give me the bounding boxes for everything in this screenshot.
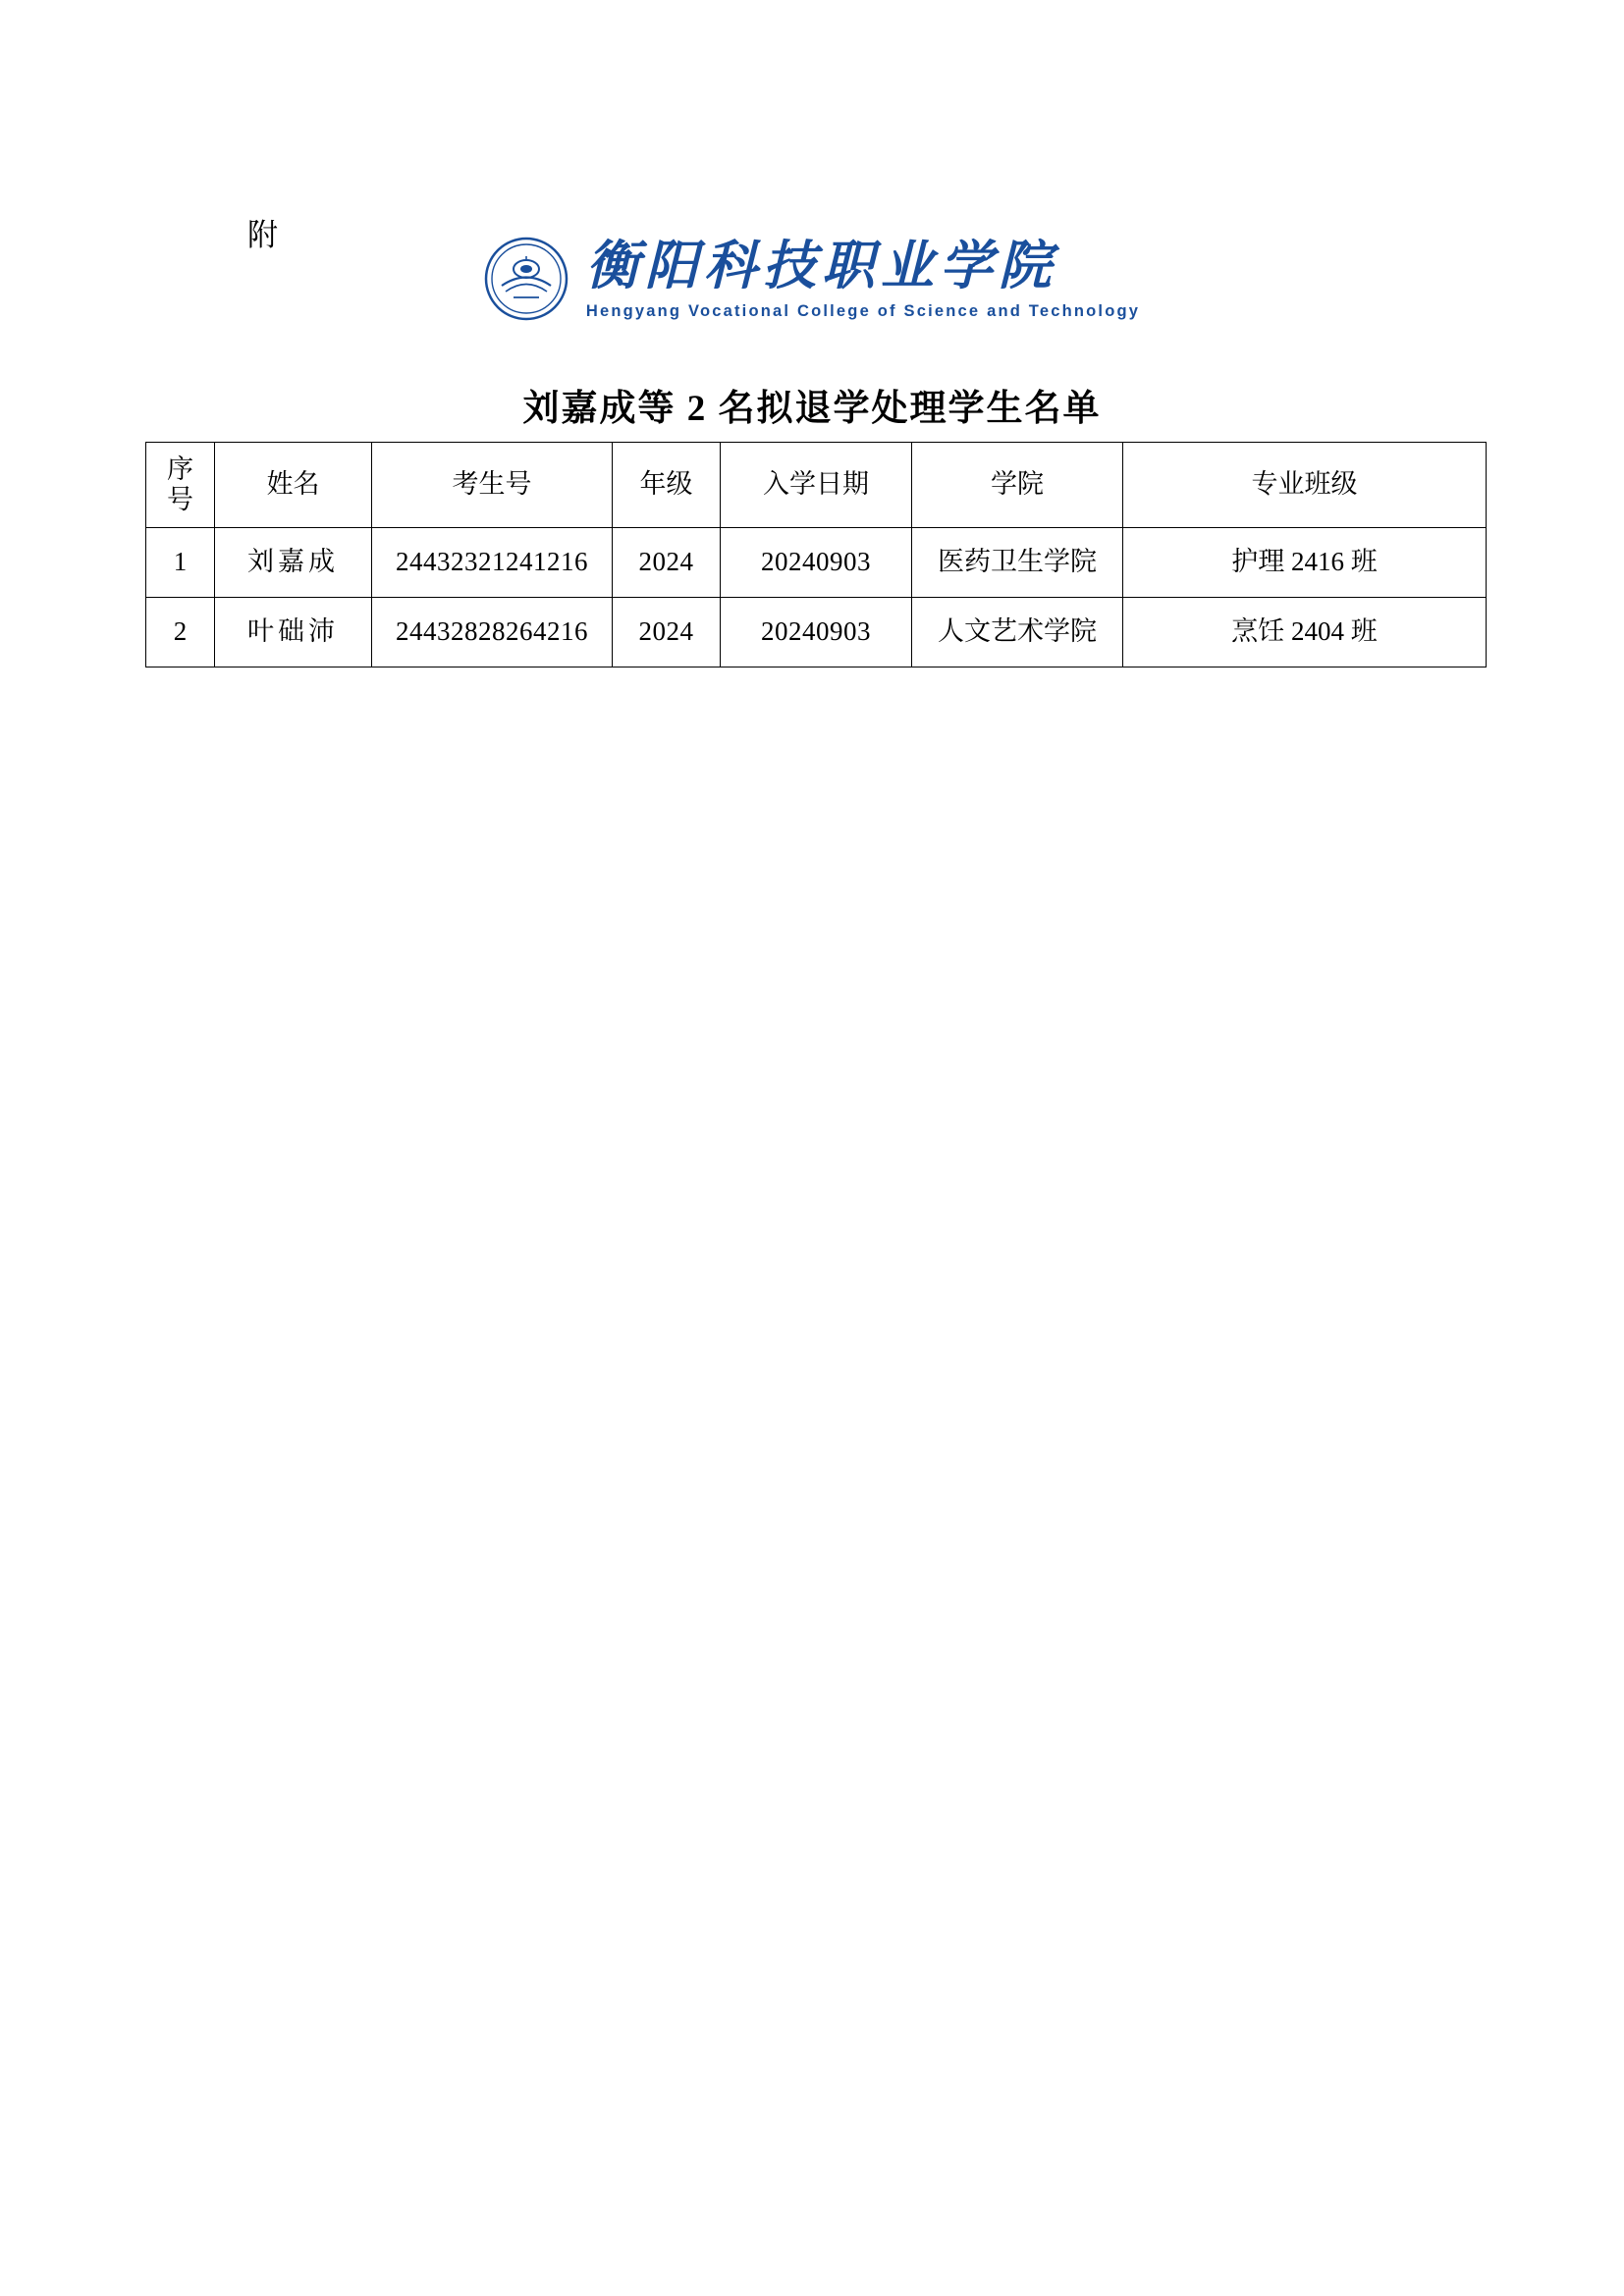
table-row [146, 598, 1487, 667]
cell-name: 叶础沛 [215, 598, 372, 667]
page-title: 刘嘉成等 2 名拟退学处理学生名单 [522, 389, 1102, 429]
column-header-grade: 年级 [613, 443, 721, 528]
column-header-index-line2: 号 [167, 485, 193, 514]
cell-exam-number: 24432321241216 [372, 528, 613, 598]
cell-exam-number: 24432828264216 [372, 598, 613, 667]
cell-college: 医药卫生学院 [912, 528, 1123, 598]
cell-college: 人文艺术学院 [912, 598, 1123, 667]
column-header-name: 姓名 [215, 443, 372, 528]
cell-major-class: 护理 2416 班 [1123, 528, 1487, 598]
roster-table-container [145, 442, 1486, 667]
attachment-marker: 附 [247, 218, 279, 252]
cell-grade: 2024 [613, 598, 721, 667]
roster-table [145, 442, 1487, 667]
cell-enroll-date: 20240903 [721, 598, 912, 667]
cell-major-class: 烹饪 2404 班 [1123, 598, 1487, 667]
college-name-english: Hengyang Vocational College of Science and Technology [585, 302, 1141, 321]
column-header-major-class: 专业班级 [1123, 443, 1487, 528]
table-row [146, 528, 1487, 598]
cell-name: 刘嘉成 [215, 528, 372, 598]
cell-enroll-date: 20240903 [721, 528, 912, 598]
cell-index: 1 [146, 528, 215, 598]
column-header-index [146, 443, 215, 528]
column-header-exam-number: 考生号 [372, 443, 613, 528]
column-header-index-line1: 序 [167, 454, 193, 484]
column-header-enroll-date: 入学日期 [721, 443, 912, 528]
cell-index: 2 [146, 598, 215, 667]
column-header-college: 学院 [912, 443, 1123, 528]
college-logo [0, 236, 1624, 321]
college-name-chinese: 衡阳科技职业学院 [585, 237, 1057, 295]
cell-grade: 2024 [613, 528, 721, 598]
table-header-row [146, 443, 1487, 528]
college-emblem-icon [484, 237, 568, 321]
